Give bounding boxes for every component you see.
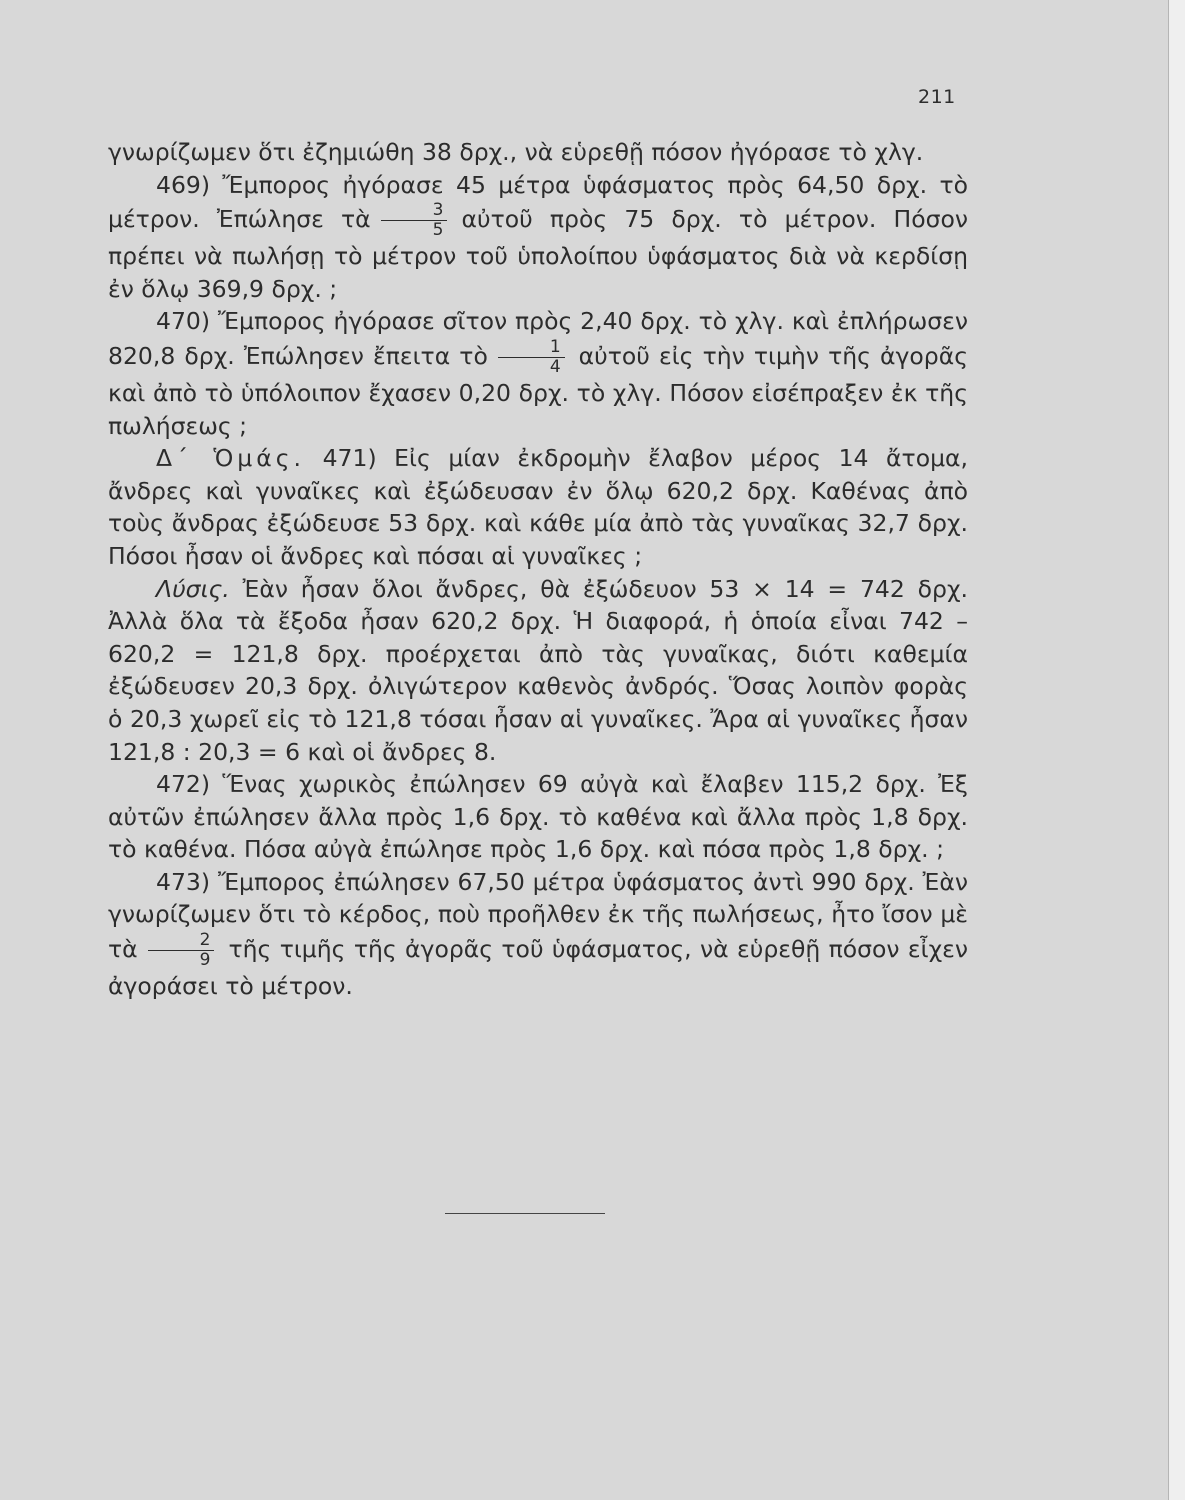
fraction-1-4 xyxy=(498,338,565,377)
end-rule xyxy=(445,1213,605,1214)
problem-470-text-b: αὐτοῦ εἰς τὴν τιμὴν τῆς ἀγορᾶς καὶ ἀπὸ τὸ ὑπόλοιπον ἔχασεν 0,20 δρχ. τὸ χλγ. Πόσον εἰσέπραξεν ἐκ τῆς πωλήσεως ; xyxy=(108,341,968,440)
fraction-numerator: 1 xyxy=(498,338,565,358)
fraction-numerator: 3 xyxy=(381,201,448,221)
solution xyxy=(108,573,968,769)
problem-469-text-b: αὐτοῦ πρὸς 75 δρχ. τὸ μέτρον. Πόσον πρέπει νὰ πωλήσῃ τὸ μέτρον τοῦ ὑπολοίπου ὑφάσματος διὰ νὰ κερδίσῃ ἐν ὅλῳ 369,9 δρχ. ; xyxy=(108,205,968,303)
fraction-2-9 xyxy=(148,931,215,970)
problem-470 xyxy=(108,305,968,442)
fraction-denominator: 9 xyxy=(199,950,211,971)
paragraph-continuation xyxy=(108,136,968,169)
page-edge xyxy=(1168,0,1185,1500)
group-heading: Δ΄ Ὁμάς. xyxy=(156,444,306,473)
fraction-denominator: 5 xyxy=(432,220,444,241)
page-body xyxy=(108,136,968,1003)
problem-471 xyxy=(108,442,968,572)
problem-472 xyxy=(108,768,968,866)
problem-470-text-a: 470) Ἔμπορος ἠγόρασε σῖτον πρὸς 2,40 δρχ. τὸ χλγ. καὶ ἐπλήρωσεν 820,8 δρχ. Ἐπώλησεν ἔπειτα τὸ xyxy=(108,307,968,370)
continuation-text: γνωρίζωμεν ὅτι ἐζημιώθη 38 δρχ., νὰ εὑρεθῇ πόσον ἠγόρασε τὸ χλγ. xyxy=(108,138,924,166)
problem-469 xyxy=(108,169,968,306)
problem-472-text: 472) Ἕνας χωρικὸς ἐπώλησεν 69 αὐγὰ καὶ ἔλαβεν 115,2 δρχ. Ἐξ αὐτῶν ἐπώλησεν ἄλλα πρὸς 1,6 δρχ. τὸ καθένα καὶ ἄλλα πρὸς 1,8 δρχ. τὸ καθένα. Πόσα αὐγὰ ἐπώλησε πρὸς 1,6 δρχ. καὶ πόσα πρὸς 1,8 δρχ. ; xyxy=(108,770,968,864)
fraction-numerator: 2 xyxy=(148,931,215,951)
problem-469-text-a: 469) Ἔμπορος ἠγόρασε 45 μέτρα ὑφάσματος πρὸς 64,50 δρχ. τὸ μέτρον. Ἐπώλησε τὰ xyxy=(108,170,968,234)
problem-473-text-a: 473) Ἔμπορος ἐπώλησεν 67,50 μέτρα ὑφάσματος ἀντὶ 990 δρχ. Ἐὰν γνωρίζωμεν ὅτι τὸ κέρδος, ποὺ προῆλθεν ἐκ τῆς πωλήσεως, ἦτο ἴσον μὲ τὰ xyxy=(108,867,968,964)
problem-473-text-b: τῆς τιμῆς τῆς ἀγορᾶς τοῦ ὑφάσματος, νὰ εὑρεθῇ πόσον εἶχεν ἀγοράσει τὸ μέτρον. xyxy=(108,935,968,1001)
solution-text: Ἐὰν ἦσαν ὅλοι ἄνδρες, θὰ ἐξώδευον 53 × 14 = 742 δρχ. Ἀλλὰ ὅλα τὰ ἔξοδα ἦσαν 620,2 δρχ. Ἡ διαφορά, ἡ ὁποία εἶναι 742 – 620,2 = 121,8 δρχ. προέρχεται ἀπὸ τὰς γυναῖκας, διότι καθεμία ἐξώδευσεν 20,3 δρχ. ὀλιγώτερον καθενὸς ἀνδρός. Ὅσας λοιπὸν φορὰς ὁ 20,3 χωρεῖ εἰς τὸ 121,8 τόσαι ἦσαν αἱ γυναῖκες. Ἄρα αἱ γυναῖκες ἦσαν 121,8 : 20,3 = 6 καὶ οἱ ἄνδρες 8. xyxy=(108,574,968,766)
problem-473 xyxy=(108,866,968,1003)
solution-label: Λύσις. xyxy=(156,574,230,603)
problem-471-text: 471) Εἰς μίαν ἐκδρομὴν ἔλαβον μέρος 14 ἄτομα, ἄνδρες καὶ γυναῖκες καὶ ἐξώδευσαν ἐν ὅλῳ 620,2 δρχ. Καθένας ἀπὸ τοὺς ἄνδρας ἐξώδευσε 53 δρχ. καὶ κάθε μία ἀπὸ τὰς γυναῖκας 32,7 δρχ. Πόσοι ἦσαν οἱ ἄνδρες καὶ πόσαι αἱ γυναῖκες ; xyxy=(108,444,968,570)
page-number: 211 xyxy=(918,86,956,108)
fraction-3-5 xyxy=(381,201,448,240)
fraction-denominator: 4 xyxy=(549,356,561,377)
